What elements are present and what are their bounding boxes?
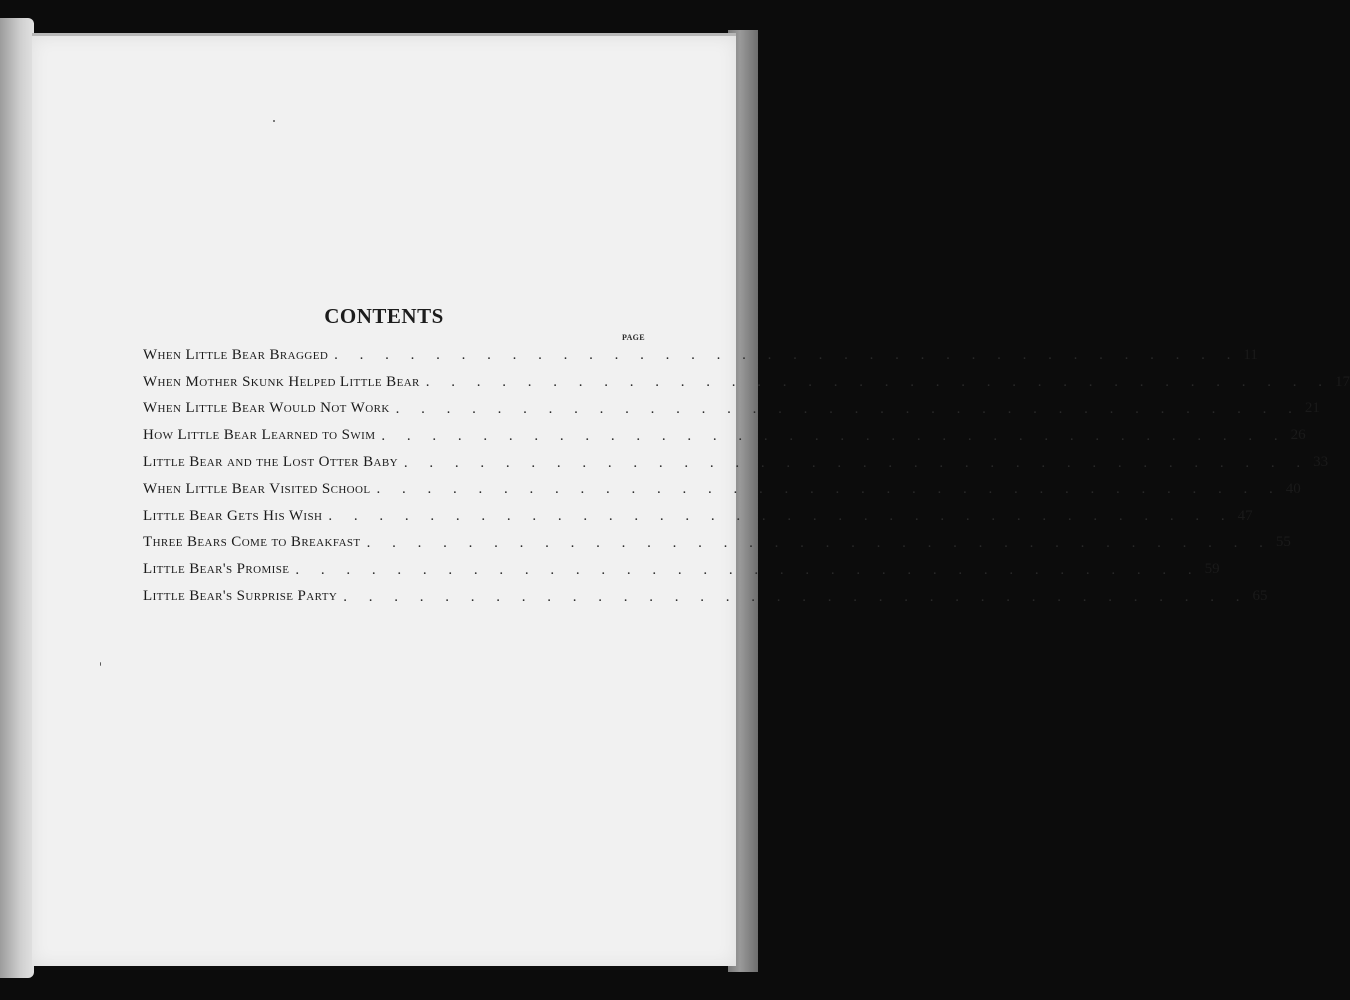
page-column-label: PAGE [622, 333, 645, 342]
toc-entry-title: Little Bear Gets His Wish [143, 508, 328, 525]
dot-leader: . . . . . . . . . . . . . . . . . . . . . . . . . . . . . . . . . . . . [366, 534, 1272, 551]
toc-entry-page: 17 [1335, 373, 1350, 390]
toc-entry [143, 503, 1253, 530]
toc-entry-page: 65 [1252, 588, 1268, 605]
contents-heading: CONTENTS [324, 304, 444, 328]
toc-entry [143, 476, 1301, 503]
paper-speck [273, 120, 275, 122]
toc-entry-title: Three Bears Come to Breakfast [143, 534, 367, 551]
toc-entry-title: Little Bear and the Lost Otter Baby [143, 454, 404, 471]
paper-speck [100, 662, 101, 666]
toc-entry-title: When Little Bear Visited School [143, 481, 377, 498]
table-of-contents [143, 342, 1350, 610]
toc-entry-page: 33 [1313, 454, 1329, 471]
toc-entry [143, 449, 1329, 476]
dot-leader: . . . . . . . . . . . . . . . . . . . . . . . . . . . . . . . . . . . . [295, 561, 1201, 578]
toc-entry-page: 47 [1237, 507, 1253, 524]
toc-entry-title: Little Bear's Promise [143, 561, 295, 578]
toc-entry [143, 396, 1320, 423]
dot-leader: . . . . . . . . . . . . . . . . . . . . . . . . . . . . . . . . . . . . [403, 454, 1310, 471]
toc-entry-title: How Little Bear Learned to Swim [143, 427, 381, 444]
toc-entry-title: When Little Bear Would Not Work [143, 400, 396, 417]
toc-entry-page: 11 [1243, 346, 1258, 363]
dot-leader: . . . . . . . . . . . . . . . . . . . . . . . . . . . . . . . . . . . . [425, 374, 1332, 391]
toc-entry-title: When Mother Skunk Helped Little Bear [143, 374, 426, 391]
toc-entry [143, 556, 1220, 583]
dot-leader: . . . . . . . . . . . . . . . . . . . . . . . . . . . . . . . . . . . . [334, 347, 1240, 364]
toc-entry-title: When Little Bear Bragged [143, 347, 334, 364]
toc-entry [143, 583, 1268, 610]
toc-entry-page: 26 [1290, 427, 1306, 444]
toc-entry [143, 342, 1258, 369]
facing-page-edge [0, 18, 34, 978]
toc-entry-page: 40 [1285, 480, 1301, 497]
toc-entry-page: 59 [1204, 561, 1220, 578]
toc-entry [143, 422, 1306, 449]
toc-entry-page: 55 [1275, 534, 1291, 551]
toc-entry [143, 369, 1350, 396]
dot-leader: . . . . . . . . . . . . . . . . . . . . . . . . . . . . . . . . . . . . [395, 400, 1301, 417]
dot-leader: . . . . . . . . . . . . . . . . . . . . . . . . . . . . . . . . . . . . [343, 588, 1249, 605]
dot-leader: . . . . . . . . . . . . . . . . . . . . . . . . . . . . . . . . . . . . [376, 481, 1282, 498]
toc-entry [143, 530, 1291, 557]
dot-leader: . . . . . . . . . . . . . . . . . . . . . . . . . . . . . . . . . . . . [381, 427, 1287, 444]
contents-page [32, 36, 1350, 966]
toc-entry-title: Little Bear's Surprise Party [143, 588, 343, 605]
toc-entry-page: 21 [1304, 400, 1320, 417]
dot-leader: . . . . . . . . . . . . . . . . . . . . . . . . . . . . . . . . . . . . [328, 508, 1234, 525]
